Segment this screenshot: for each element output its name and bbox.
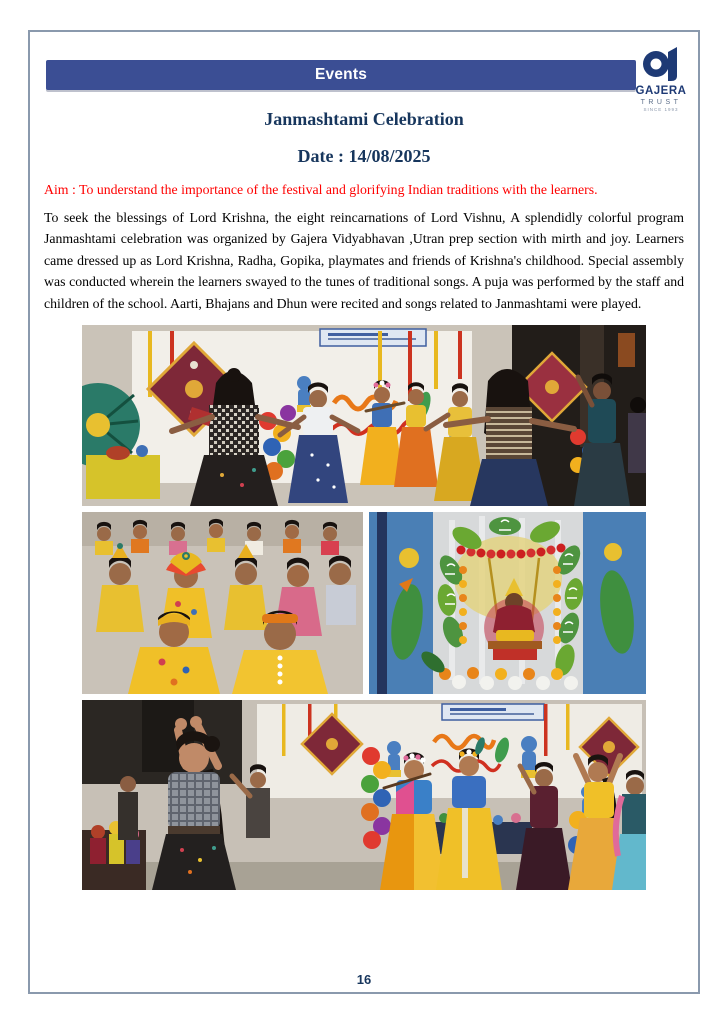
page-title: Janmashtami Celebration [264,109,464,129]
logo-org-text: GAJERA [635,85,687,97]
gajera-logo-icon [641,45,681,81]
page-number: 16 [356,972,372,987]
event-date: Date : 14/08/2025 [297,146,431,166]
logo-sub-text: TRUST [640,99,682,106]
photo-row [82,512,646,694]
events-banner-label: Events [314,66,368,83]
photo-staff-dancing [82,700,646,890]
photo-krishna-shrine [369,512,646,694]
photo-children-krishna [82,512,363,694]
logo-since-text: SINCE 1993 [643,107,679,112]
body-paragraph: To seek the blessings of Lord Krishna, the eight reincarnations of Lord Vishnu, A splendidly colorful program Janmashtami celebration was organized by Gajera Vidyabhavan ,Utran prep section with mirth and joy. Learners came dressed up as Lord Krishna, Radha, Gopika, playmates and friends of Krishna's childhood. Special assembly was conducted wherein the learners swayed to the tunes of traditional songs. A puja was performed by the staff and children of the school. Aarti, Bhajans and Dhun were recited and songs related to Janmashtami were played. [44,209,684,311]
photo-collage [82,325,646,890]
page-frame [28,30,700,994]
painted-blue-panel-left [369,512,433,694]
school-sign [442,704,544,720]
photo-dance-circle [82,325,646,506]
events-banner [46,60,636,90]
aim-text: Aim : To understand the importance of the festival and glorifying Indian traditions with the learners. [44,182,598,197]
painted-panel-right [583,512,646,694]
gajera-trust-logo [624,45,698,113]
